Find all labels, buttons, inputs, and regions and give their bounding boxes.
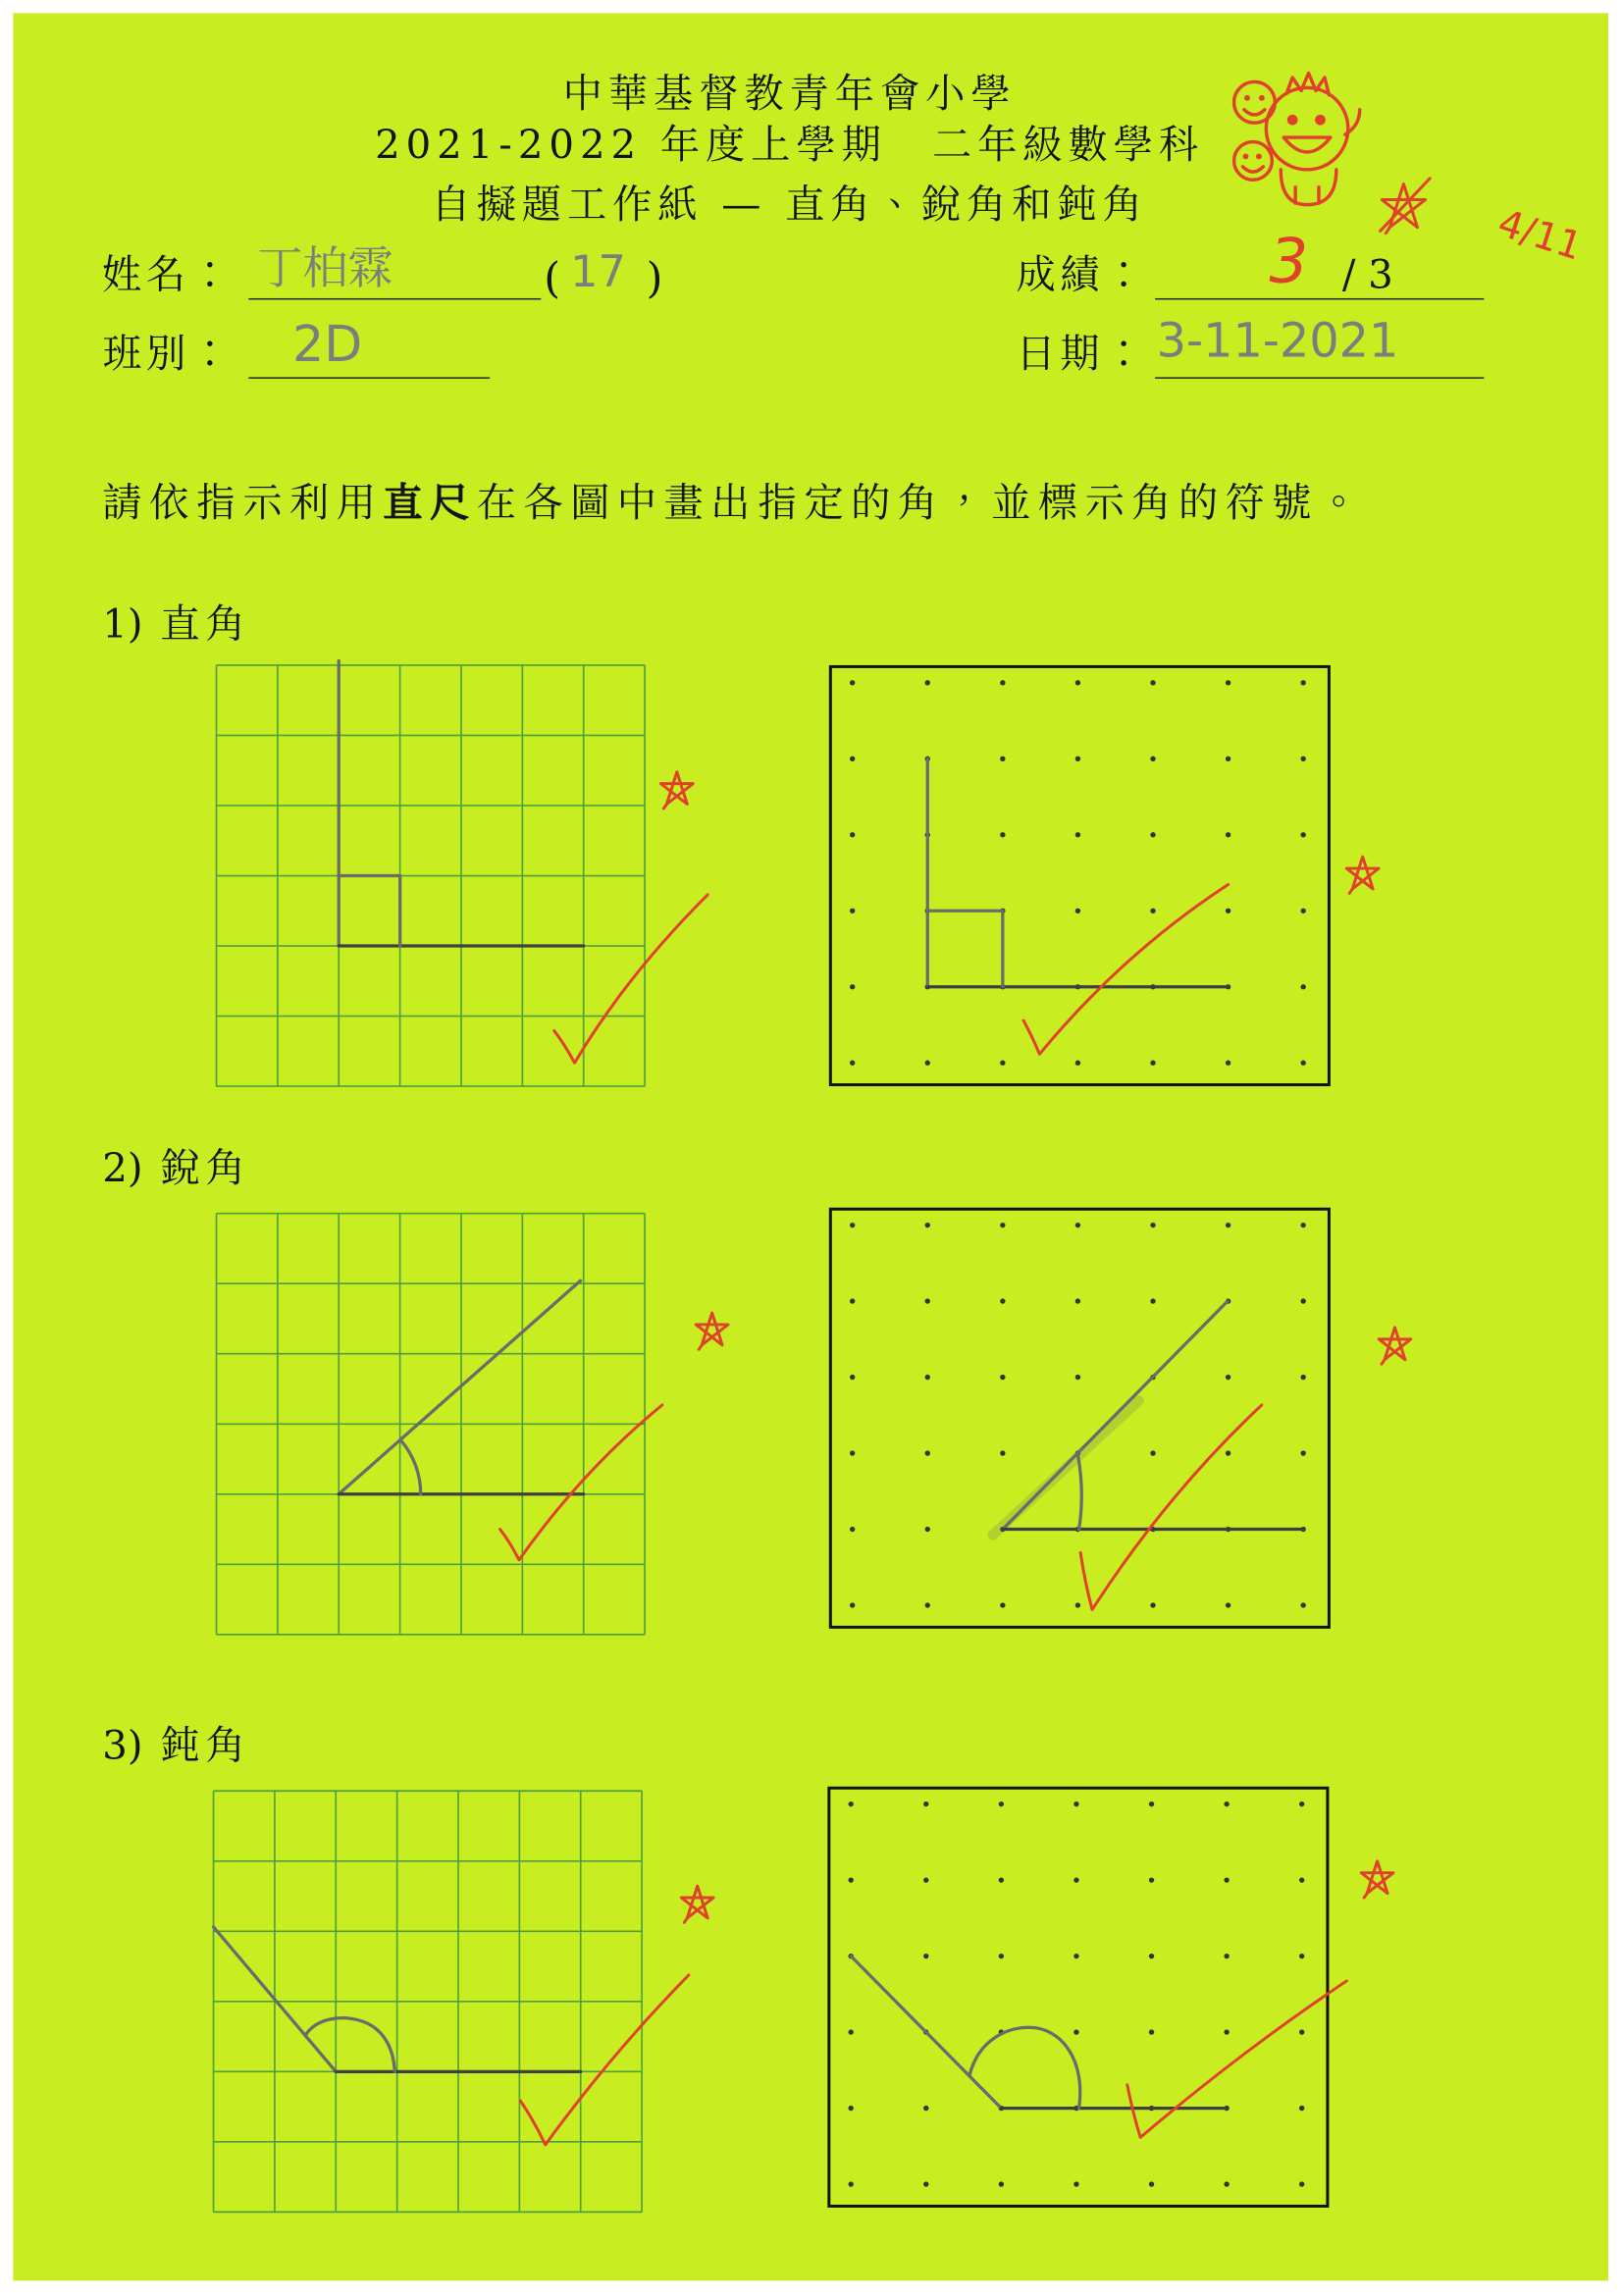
grid-dot	[1075, 1061, 1080, 1066]
grid-dot	[848, 1801, 853, 1806]
grid-dot	[850, 1223, 855, 1227]
grid-dot	[1226, 832, 1230, 837]
grid-dot	[850, 1298, 855, 1303]
grid-dot	[850, 1527, 855, 1532]
grid-dot	[850, 1061, 855, 1066]
term-subject-line: 2021-2022 年度上學期 二年級數學科	[375, 123, 1205, 169]
grid-dot	[1301, 1602, 1306, 1607]
grid-dot	[925, 1527, 930, 1532]
score-blank	[1155, 242, 1484, 299]
grid-dot	[925, 1223, 930, 1227]
angle-arc	[1077, 1453, 1081, 1529]
class-blank	[248, 322, 490, 379]
square-grid-acute-angle	[217, 1214, 646, 1635]
grid-dot	[1000, 1375, 1005, 1380]
grid-dot	[999, 1954, 1004, 1958]
dot-grid-right-angle	[829, 665, 1331, 1086]
question-3-number: 3)	[102, 1723, 143, 1769]
grid-dot	[1150, 832, 1155, 837]
grid-dot	[1301, 984, 1306, 989]
grid-dot	[1073, 2181, 1078, 2186]
class-label: 班別：	[102, 332, 235, 378]
grid-dot	[850, 680, 855, 685]
grid-dot	[1301, 832, 1306, 837]
grid-dot	[1149, 1801, 1154, 1806]
grid-dot	[923, 1954, 928, 1958]
question-3-label: 鈍角	[160, 1723, 251, 1769]
grid-dot	[925, 1298, 930, 1303]
grid-dot	[1150, 1450, 1155, 1455]
grid-dot	[1073, 1954, 1078, 1958]
grid-dot	[1299, 1954, 1304, 1958]
dot-grid-border	[829, 1788, 1328, 2206]
date-value: 3-11-2021	[1156, 312, 1399, 369]
grid-dot	[850, 909, 855, 913]
grid-dot	[1000, 832, 1005, 837]
grid-dot	[1301, 909, 1306, 913]
score-value: 3	[1269, 225, 1309, 297]
grid-dots	[850, 1223, 1306, 1608]
instructions	[102, 481, 1365, 528]
grid-dot	[1301, 680, 1306, 685]
class-number: 17	[570, 246, 626, 298]
grid-dot	[1226, 1223, 1230, 1227]
grid-dot	[1150, 1061, 1155, 1066]
grid-dot	[923, 1877, 928, 1882]
angle-arm-slanted	[851, 1957, 1001, 2109]
question-2-number: 2)	[102, 1146, 143, 1192]
date-label: 日期：	[1016, 332, 1148, 378]
grid-dot	[1075, 757, 1080, 761]
grid-dot	[1000, 680, 1005, 685]
grid-dot	[1075, 1602, 1080, 1607]
square-grid-right-angle	[217, 665, 646, 1086]
grid-dot	[1000, 1061, 1005, 1066]
student-name: 丁柏霖	[257, 242, 393, 295]
grid-dot	[925, 1375, 930, 1380]
grid-dot	[1301, 1450, 1306, 1455]
grid-dot	[925, 1061, 930, 1066]
grid-lines	[217, 1214, 646, 1635]
instructions-text-before: 請依指示利用	[102, 481, 384, 527]
grid-dot	[1075, 1223, 1080, 1227]
angle-arm-slanted	[339, 1280, 580, 1494]
drawn-right-angle	[927, 758, 1228, 986]
grid-dot	[923, 1801, 928, 1806]
grid-dot	[999, 1877, 1004, 1882]
grid-dot	[1299, 2106, 1304, 2111]
grid-dot	[925, 680, 930, 685]
grid-dot	[850, 757, 855, 761]
grid-dot	[850, 832, 855, 837]
grid-dot	[1149, 1877, 1154, 1882]
grid-dot	[1075, 1375, 1080, 1380]
grid-dot	[999, 2181, 1004, 2186]
class-value: 2D	[292, 315, 363, 375]
question-3-heading	[102, 1724, 251, 1771]
grid-dot	[848, 2181, 853, 2186]
grid-dot	[1226, 1061, 1230, 1066]
question-1-heading	[102, 602, 251, 650]
grid-dot	[850, 1602, 855, 1607]
grid-dot	[1150, 1298, 1155, 1303]
score-label: 成績：	[1016, 252, 1148, 298]
grid-dot	[1075, 680, 1080, 685]
grid-dot	[1226, 1450, 1230, 1455]
grid-dot	[1226, 909, 1230, 913]
drawn-acute-angle	[993, 1301, 1303, 1535]
grid-dot	[1150, 909, 1155, 913]
grid-dot	[1075, 909, 1080, 913]
question-2-label: 銳角	[160, 1146, 251, 1192]
right-angle-marker	[339, 876, 399, 947]
grid-dot	[1301, 1375, 1306, 1380]
grid-dot	[1224, 2029, 1229, 2034]
name-label: 姓名：	[102, 252, 235, 298]
grid-dot	[1301, 1298, 1306, 1303]
grid-dot	[1150, 1223, 1155, 1227]
grid-dot	[1149, 2029, 1154, 2034]
grid-dot	[1150, 680, 1155, 685]
grid-dot	[850, 1450, 855, 1455]
grid-dot	[1000, 1450, 1005, 1455]
grid-dot	[1150, 1602, 1155, 1607]
grid-dot	[1301, 1223, 1306, 1227]
grid-dot	[1226, 1375, 1230, 1380]
teacher-marked-date: 4/11	[1492, 201, 1588, 271]
class-number-close-paren: )	[646, 252, 663, 303]
score-total: / 3	[1341, 252, 1393, 298]
dot-grid-border	[830, 666, 1329, 1084]
angle-arc	[969, 2027, 1080, 2108]
grid-dot	[1301, 1061, 1306, 1066]
grid-dot	[1000, 757, 1005, 761]
grid-dot	[1149, 2181, 1154, 2186]
grid-dot	[1299, 1877, 1304, 1882]
grid-dot	[999, 1801, 1004, 1806]
grid-dot	[1000, 1602, 1005, 1607]
grid-dot	[1226, 757, 1230, 761]
instructions-text-after: 在各圖中畫出指定的角，並標示角的符號。	[476, 481, 1366, 527]
angle-arc	[400, 1440, 420, 1494]
grid-dot	[1226, 1602, 1230, 1607]
question-1-number: 1)	[102, 601, 143, 649]
grid-lines	[217, 665, 646, 1086]
right-angle-marker	[927, 911, 1003, 986]
grid-dot	[925, 1602, 930, 1607]
dot-grid-obtuse-angle	[827, 1787, 1329, 2208]
grid-dot	[1301, 757, 1306, 761]
square-grid-obtuse-angle	[214, 1791, 643, 2212]
grid-dot	[1073, 1801, 1078, 1806]
grid-dot	[848, 1877, 853, 1882]
grid-dot	[923, 2181, 928, 2186]
grid-dot	[925, 1450, 930, 1455]
grid-dot	[1224, 1801, 1229, 1806]
grid-dot	[1150, 757, 1155, 761]
question-1-label: 直角	[160, 601, 251, 649]
grid-dot	[850, 984, 855, 989]
school-name: 中華基督教青年會小學	[562, 72, 1017, 118]
drawn-obtuse-angle	[851, 1957, 1226, 2109]
angle-arm-slanted	[1003, 1301, 1228, 1529]
class-number-open-paren: (	[544, 252, 561, 303]
question-2-heading	[102, 1146, 251, 1193]
grid-dot	[1226, 680, 1230, 685]
angle-arc	[305, 2018, 394, 2072]
grid-dot	[1224, 2181, 1229, 2186]
grid-dot	[1073, 1877, 1078, 1882]
grid-dot	[848, 2106, 853, 2111]
grid-dot	[1000, 1223, 1005, 1227]
worksheet-title: 自擬題工作紙 — 直角、銳角和鈍角	[431, 183, 1148, 229]
dot-grid-acute-angle	[829, 1208, 1331, 1629]
grid-dot	[1299, 2181, 1304, 2186]
grid-dot	[1299, 1801, 1304, 1806]
grid-dot	[1299, 2029, 1304, 2034]
grid-dot	[1075, 1298, 1080, 1303]
grid-dot	[1224, 1954, 1229, 1958]
dot-grid-border	[830, 1209, 1329, 1627]
grid-dot	[1073, 2029, 1078, 2034]
grid-dot	[1075, 832, 1080, 837]
grid-dot	[923, 2106, 928, 2111]
grid-dot	[1224, 1877, 1229, 1882]
instructions-ruler-emphasis: 直尺	[383, 481, 477, 527]
grid-dot	[1000, 1298, 1005, 1303]
grid-dot	[1149, 1954, 1154, 1958]
grid-dots	[850, 680, 1306, 1066]
grid-dot	[850, 1375, 855, 1380]
grid-dots	[848, 1801, 1304, 2187]
grid-dot	[848, 2029, 853, 2034]
